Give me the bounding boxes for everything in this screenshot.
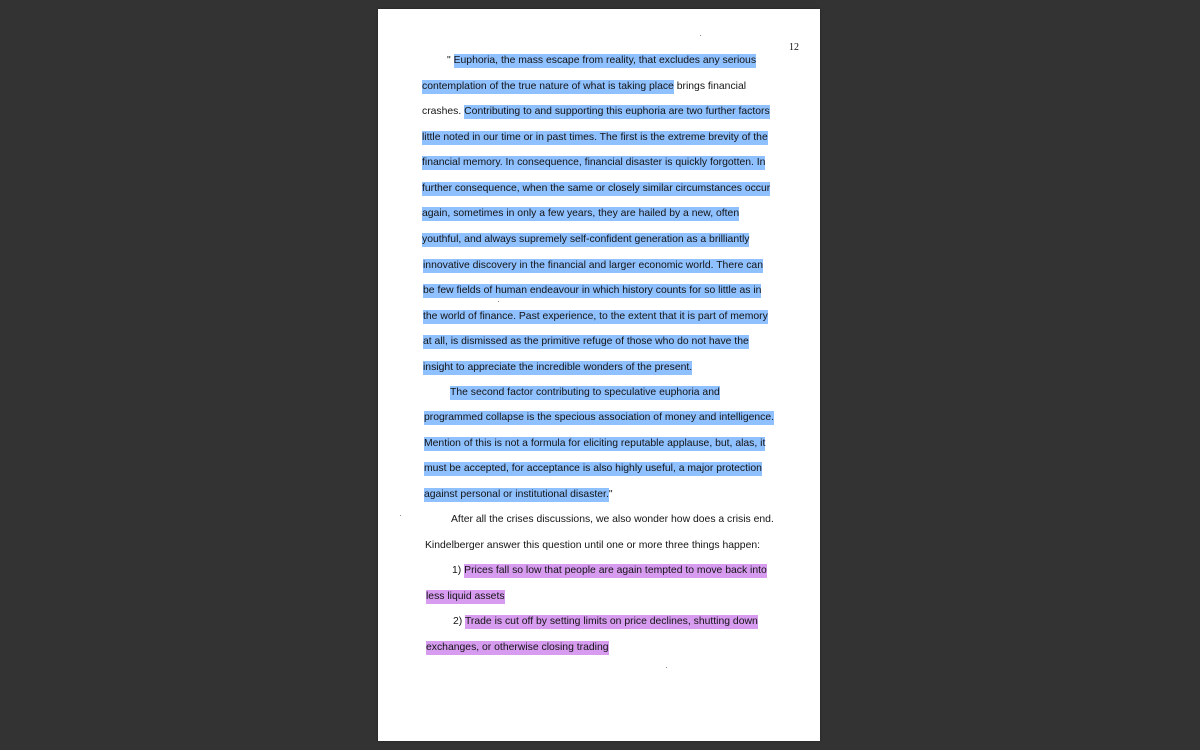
scan-speck: [666, 667, 667, 668]
line-text: brings financial: [673, 81, 747, 92]
text-line: [424, 410, 774, 425]
text-line: [450, 385, 720, 400]
highlighted-text: Prices fall so low that people are again tempted to move back into: [464, 565, 767, 576]
scan-speck: [700, 35, 701, 36]
line-text: 2): [453, 616, 465, 627]
text-line: [424, 487, 613, 502]
text-line: [422, 232, 749, 247]
highlighted-text: innovative discovery in the financial and larger economic world. There can: [423, 260, 763, 271]
text-line: [425, 538, 760, 553]
highlighted-text: financial memory. In consequence, financial disaster is quickly forgotten. In: [422, 157, 766, 168]
text-line: [451, 512, 774, 527]
text-line: [423, 283, 761, 298]
text-line: [424, 461, 762, 476]
highlighted-text: little noted in our time or in past times. The first is the extreme brevity of the: [422, 132, 768, 143]
line-text: Kindelberger answer this question until one or more three things happen:: [425, 540, 761, 551]
highlighted-text: Contributing to and supporting this euphoria are two further factors: [464, 106, 770, 117]
text-line: [424, 436, 765, 451]
text-line: [452, 563, 767, 578]
text-line: [423, 334, 749, 349]
highlighted-text: must be accepted, for acceptance is also highly useful, a major protection: [424, 463, 762, 474]
text-line: [447, 53, 756, 68]
highlighted-text: The second factor contributing to speculative euphoria and: [450, 387, 720, 398]
text-line: [422, 181, 770, 196]
text-line: [426, 589, 505, 604]
text-line: [423, 309, 768, 324]
text-line: [422, 104, 770, 119]
highlighted-text: Trade is cut off by setting limits on price declines, shutting down: [464, 616, 758, 627]
highlighted-text: exchanges, or otherwise closing trading: [426, 642, 609, 653]
text-line: [422, 130, 768, 145]
line-text: ": [608, 489, 613, 500]
text-line: [422, 79, 746, 94]
highlighted-text: Mention of this is not a formula for eliciting reputable applause, but, alas, it: [424, 438, 766, 449]
line-text: ": [447, 55, 454, 66]
text-line: [426, 640, 609, 655]
highlighted-text: less liquid assets: [426, 591, 505, 602]
text-line: [423, 258, 763, 273]
highlighted-text: be few fields of human endeavour in which history counts for so little as in: [423, 285, 762, 296]
highlighted-text: further consequence, when the same or closely similar circumstances occur: [422, 183, 771, 194]
highlighted-text: programmed collapse is the specious association of money and intelligence.: [424, 412, 775, 423]
line-text: crashes.: [422, 106, 465, 117]
highlighted-text: Euphoria, the mass escape from reality, that excludes any serious: [453, 55, 757, 66]
page-number: 12: [789, 42, 799, 53]
highlighted-text: against personal or institutional disaster.: [424, 489, 609, 500]
scan-speck: [498, 301, 499, 302]
highlighted-text: contemplation of the true nature of what is taking place: [422, 81, 674, 92]
document-page: [378, 9, 820, 741]
text-line: [422, 206, 739, 221]
highlighted-text: again, sometimes in only a few years, they are hailed by a new, often: [422, 208, 740, 219]
text-line: [422, 155, 765, 170]
text-line: [453, 614, 758, 629]
line-text: After all the crises discussions, we also wonder how does a crisis end.: [451, 514, 774, 525]
highlighted-text: the world of finance. Past experience, to the extent that it is part of memory: [423, 311, 768, 322]
highlighted-text: at all, is dismissed as the primitive refuge of those who do not have the: [423, 336, 749, 347]
highlighted-text: insight to appreciate the incredible wonders of the present.: [423, 362, 693, 373]
highlighted-text: youthful, and always supremely self-confident generation as a brilliantly: [422, 234, 750, 245]
text-line: [423, 360, 692, 375]
scan-speck: [400, 515, 401, 516]
line-text: 1): [452, 565, 465, 576]
